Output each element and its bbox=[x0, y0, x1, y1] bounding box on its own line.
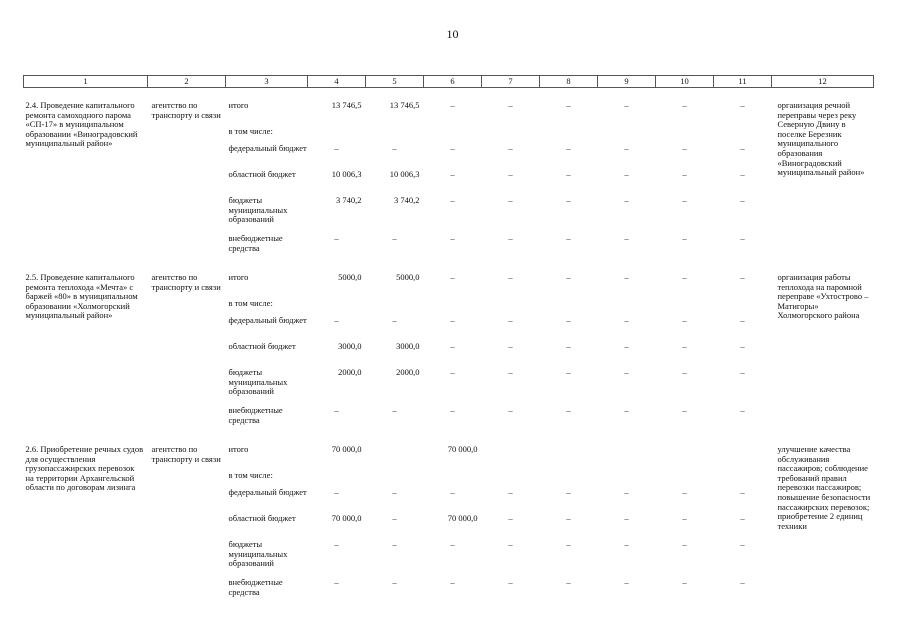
amount-c4: 13 746,5 bbox=[331, 100, 362, 110]
amount-c4: – bbox=[334, 487, 339, 497]
amount-c5: – bbox=[392, 577, 397, 587]
amount-c5: – bbox=[392, 405, 397, 415]
amount-c11: – bbox=[740, 100, 745, 110]
amount-c4: 10 006,3 bbox=[331, 169, 362, 179]
executor: агентство по транспорту и связи bbox=[151, 444, 221, 464]
amount-c9: – bbox=[624, 367, 629, 377]
col-header-3: 3 bbox=[226, 76, 308, 88]
amount-c10: – bbox=[682, 272, 687, 282]
amount-c10: – bbox=[682, 539, 687, 549]
funding-source: областной бюджет bbox=[228, 341, 296, 351]
amount-c11: – bbox=[740, 169, 745, 179]
amount-c8: – bbox=[566, 539, 571, 549]
amount-c6: – bbox=[450, 539, 455, 549]
amount-c7 bbox=[482, 445, 540, 471]
amount-c10 bbox=[656, 299, 714, 316]
amount-c9 bbox=[598, 471, 656, 488]
amount-c10: – bbox=[682, 169, 687, 179]
amount-c8 bbox=[540, 127, 598, 144]
amount-c6: 70 000,0 bbox=[447, 444, 478, 454]
amount-c5: 13 746,5 bbox=[389, 100, 420, 110]
amount-c8: – bbox=[566, 143, 571, 153]
funding-source: федеральный бюджет bbox=[228, 143, 307, 153]
amount-c8: – bbox=[566, 405, 571, 415]
funding-source: итого bbox=[228, 272, 249, 282]
amount-c8: – bbox=[566, 367, 571, 377]
amount-c6: – bbox=[450, 487, 455, 497]
amount-c4: 2000,0 bbox=[338, 367, 362, 377]
amount-c6: – bbox=[450, 367, 455, 377]
amount-c10: – bbox=[682, 233, 687, 243]
amount-c9: – bbox=[624, 233, 629, 243]
measure-name: 2.6. Приобретение речных судов для осуществления грузопассажирских перевозок на территории Архангельской области по договорам лизинга bbox=[25, 444, 144, 493]
funding-source: бюджеты муниципальных образований bbox=[228, 195, 288, 225]
amount-c5 bbox=[366, 299, 424, 316]
block-spacer bbox=[24, 88, 874, 102]
amount-c8: – bbox=[566, 100, 571, 110]
amount-c10: – bbox=[682, 195, 687, 205]
executor: агентство по транспорту и связи bbox=[151, 100, 221, 120]
amount-c5: 5000,0 bbox=[396, 272, 420, 282]
col-header-1: 1 bbox=[24, 76, 148, 88]
amount-c5: – bbox=[392, 143, 397, 153]
amount-c7: – bbox=[508, 272, 513, 282]
amount-c7: – bbox=[508, 367, 513, 377]
amount-c7: – bbox=[508, 405, 513, 415]
col-header-6: 6 bbox=[424, 76, 482, 88]
amount-c6: – bbox=[450, 169, 455, 179]
amount-c7: – bbox=[508, 341, 513, 351]
block-spacer bbox=[24, 260, 874, 273]
table-row bbox=[24, 273, 874, 299]
amount-c9 bbox=[598, 127, 656, 144]
amount-c9 bbox=[598, 299, 656, 316]
amount-c5: 10 006,3 bbox=[389, 169, 420, 179]
program-table bbox=[23, 75, 874, 604]
amount-c9: – bbox=[624, 272, 629, 282]
table-row bbox=[24, 445, 874, 471]
amount-c6 bbox=[424, 127, 482, 144]
amount-c5: 2000,0 bbox=[396, 367, 420, 377]
amount-c6: – bbox=[450, 341, 455, 351]
amount-c7: – bbox=[508, 195, 513, 205]
funding-source: внебюджетные средства bbox=[228, 405, 283, 425]
amount-c9: – bbox=[624, 169, 629, 179]
funding-source: внебюджетные средства bbox=[228, 577, 283, 597]
col-header-7: 7 bbox=[482, 76, 540, 88]
funding-source: в том числе: bbox=[228, 470, 273, 480]
funding-source: в том числе: bbox=[228, 298, 273, 308]
amount-c8: – bbox=[566, 195, 571, 205]
amount-c10: – bbox=[682, 367, 687, 377]
amount-c10: – bbox=[682, 487, 687, 497]
expected-result: организация работы теплохода на паромной переправе «Ухтострово – Матигоры» Холмогорского района bbox=[777, 272, 869, 321]
amount-c11: – bbox=[740, 315, 745, 325]
funding-source: бюджеты муниципальных образований bbox=[228, 367, 288, 397]
amount-c5: – bbox=[392, 233, 397, 243]
amount-c6: – bbox=[450, 195, 455, 205]
amount-c10 bbox=[656, 127, 714, 144]
amount-c8: – bbox=[566, 341, 571, 351]
amount-c4: – bbox=[334, 315, 339, 325]
amount-c9: – bbox=[624, 539, 629, 549]
column-number-row bbox=[24, 76, 874, 88]
amount-c6: – bbox=[450, 272, 455, 282]
amount-c11 bbox=[714, 299, 772, 316]
amount-c4: – bbox=[334, 233, 339, 243]
amount-c9: – bbox=[624, 315, 629, 325]
amount-c5 bbox=[366, 445, 424, 471]
amount-c10: – bbox=[682, 100, 687, 110]
amount-c10: – bbox=[682, 513, 687, 523]
amount-c6 bbox=[424, 299, 482, 316]
amount-c8 bbox=[540, 445, 598, 471]
funding-source: внебюджетные средства bbox=[228, 233, 283, 253]
amount-c7 bbox=[482, 299, 540, 316]
amount-c10: – bbox=[682, 143, 687, 153]
amount-c5: – bbox=[392, 513, 397, 523]
amount-c7 bbox=[482, 127, 540, 144]
col-header-2: 2 bbox=[148, 76, 226, 88]
funding-source: в том числе: bbox=[228, 126, 273, 136]
amount-c7: – bbox=[508, 487, 513, 497]
measure-name: 2.5. Проведение капитального ремонта теплохода «Мечта» с баржей «80» в муниципальном образовании «Холмогорский муниципальный район» bbox=[25, 272, 138, 321]
funding-source: федеральный бюджет bbox=[228, 487, 307, 497]
amount-c11: – bbox=[740, 577, 745, 587]
amount-c7: – bbox=[508, 315, 513, 325]
amount-c4: – bbox=[334, 143, 339, 153]
amount-c4: 3 740,2 bbox=[336, 195, 362, 205]
amount-c9: – bbox=[624, 577, 629, 587]
amount-c6: – bbox=[450, 233, 455, 243]
amount-c11 bbox=[714, 471, 772, 488]
amount-c5 bbox=[366, 471, 424, 488]
measure-name: 2.4. Проведение капитального ремонта самоходного парома «СП-17» в муниципальном образовании «Виноградовский муниципальный район» bbox=[25, 100, 138, 149]
col-header-8: 8 bbox=[540, 76, 598, 88]
amount-c11: – bbox=[740, 233, 745, 243]
amount-c5 bbox=[366, 127, 424, 144]
funding-source: итого bbox=[228, 444, 249, 454]
spacer-cell bbox=[24, 260, 874, 273]
table-body bbox=[24, 88, 874, 605]
amount-c10: – bbox=[682, 577, 687, 587]
col-header-9: 9 bbox=[598, 76, 656, 88]
amount-c8: – bbox=[566, 233, 571, 243]
amount-c11 bbox=[714, 445, 772, 471]
amount-c4: – bbox=[334, 405, 339, 415]
table-row bbox=[24, 101, 874, 127]
funding-source: итого bbox=[228, 100, 249, 110]
executor: агентство по транспорту и связи bbox=[151, 272, 221, 292]
amount-c9 bbox=[598, 445, 656, 471]
amount-c9: – bbox=[624, 195, 629, 205]
amount-c7 bbox=[482, 471, 540, 488]
amount-c4 bbox=[308, 127, 366, 144]
amount-c4: – bbox=[334, 539, 339, 549]
amount-c9: – bbox=[624, 341, 629, 351]
amount-c4: – bbox=[334, 577, 339, 587]
col-header-4: 4 bbox=[308, 76, 366, 88]
amount-c11: – bbox=[740, 341, 745, 351]
amount-c6: – bbox=[450, 315, 455, 325]
amount-c7: – bbox=[508, 100, 513, 110]
amount-c11 bbox=[714, 127, 772, 144]
amount-c10: – bbox=[682, 405, 687, 415]
amount-c10: – bbox=[682, 341, 687, 351]
amount-c4: 3000,0 bbox=[338, 341, 362, 351]
amount-c7: – bbox=[508, 233, 513, 243]
amount-c7: – bbox=[508, 169, 513, 179]
amount-c6: – bbox=[450, 100, 455, 110]
col-header-11: 11 bbox=[714, 76, 772, 88]
amount-c4 bbox=[308, 299, 366, 316]
amount-c10: – bbox=[682, 315, 687, 325]
amount-c4: 5000,0 bbox=[338, 272, 362, 282]
amount-c11: – bbox=[740, 405, 745, 415]
amount-c7: – bbox=[508, 143, 513, 153]
expected-result: организация речной переправы через реку Северную Двину в поселке Березник муниципального образования «Виноградовский муниципальный район» bbox=[777, 100, 865, 178]
amount-c10 bbox=[656, 445, 714, 471]
amount-c9: – bbox=[624, 487, 629, 497]
amount-c4: 70 000,0 bbox=[331, 513, 362, 523]
amount-c11: – bbox=[740, 272, 745, 282]
amount-c5: – bbox=[392, 315, 397, 325]
amount-c8: – bbox=[566, 272, 571, 282]
amount-c9: – bbox=[624, 143, 629, 153]
amount-c9: – bbox=[624, 405, 629, 415]
amount-c5: – bbox=[392, 539, 397, 549]
amount-c5: 3 740,2 bbox=[394, 195, 420, 205]
amount-c7: – bbox=[508, 539, 513, 549]
amount-c11: – bbox=[740, 143, 745, 153]
amount-c10 bbox=[656, 471, 714, 488]
amount-c6: – bbox=[450, 405, 455, 415]
amount-c8: – bbox=[566, 487, 571, 497]
amount-c7: – bbox=[508, 577, 513, 587]
spacer-cell bbox=[24, 88, 874, 102]
amount-c9: – bbox=[624, 513, 629, 523]
funding-source: областной бюджет bbox=[228, 513, 296, 523]
amount-c11: – bbox=[740, 367, 745, 377]
amount-c7: – bbox=[508, 513, 513, 523]
amount-c11: – bbox=[740, 513, 745, 523]
amount-c5: – bbox=[392, 487, 397, 497]
amount-c8: – bbox=[566, 577, 571, 587]
amount-c9: – bbox=[624, 100, 629, 110]
page-number: 10 bbox=[446, 27, 459, 41]
col-header-10: 10 bbox=[656, 76, 714, 88]
amount-c5: 3000,0 bbox=[396, 341, 420, 351]
amount-c4 bbox=[308, 471, 366, 488]
amount-c6: – bbox=[450, 143, 455, 153]
amount-c4: 70 000,0 bbox=[331, 444, 362, 454]
col-header-5: 5 bbox=[366, 76, 424, 88]
expected-result: улучшение качества обслуживания пассажиров; соблюдение требований правил перевозки пассажиров; повышение безопасности пассажирских перевозок; приобретение 2 единиц техники bbox=[777, 444, 871, 531]
amount-c8 bbox=[540, 299, 598, 316]
col-header-12: 12 bbox=[772, 76, 874, 88]
funding-source: областной бюджет bbox=[228, 169, 296, 179]
amount-c6: – bbox=[450, 577, 455, 587]
amount-c6 bbox=[424, 471, 482, 488]
funding-source: федеральный бюджет bbox=[228, 315, 307, 325]
amount-c6: 70 000,0 bbox=[447, 513, 478, 523]
amount-c8: – bbox=[566, 315, 571, 325]
amount-c8 bbox=[540, 471, 598, 488]
amount-c8: – bbox=[566, 513, 571, 523]
amount-c11: – bbox=[740, 487, 745, 497]
funding-source: бюджеты муниципальных образований bbox=[228, 539, 288, 569]
amount-c11: – bbox=[740, 195, 745, 205]
amount-c8: – bbox=[566, 169, 571, 179]
amount-c11: – bbox=[740, 539, 745, 549]
